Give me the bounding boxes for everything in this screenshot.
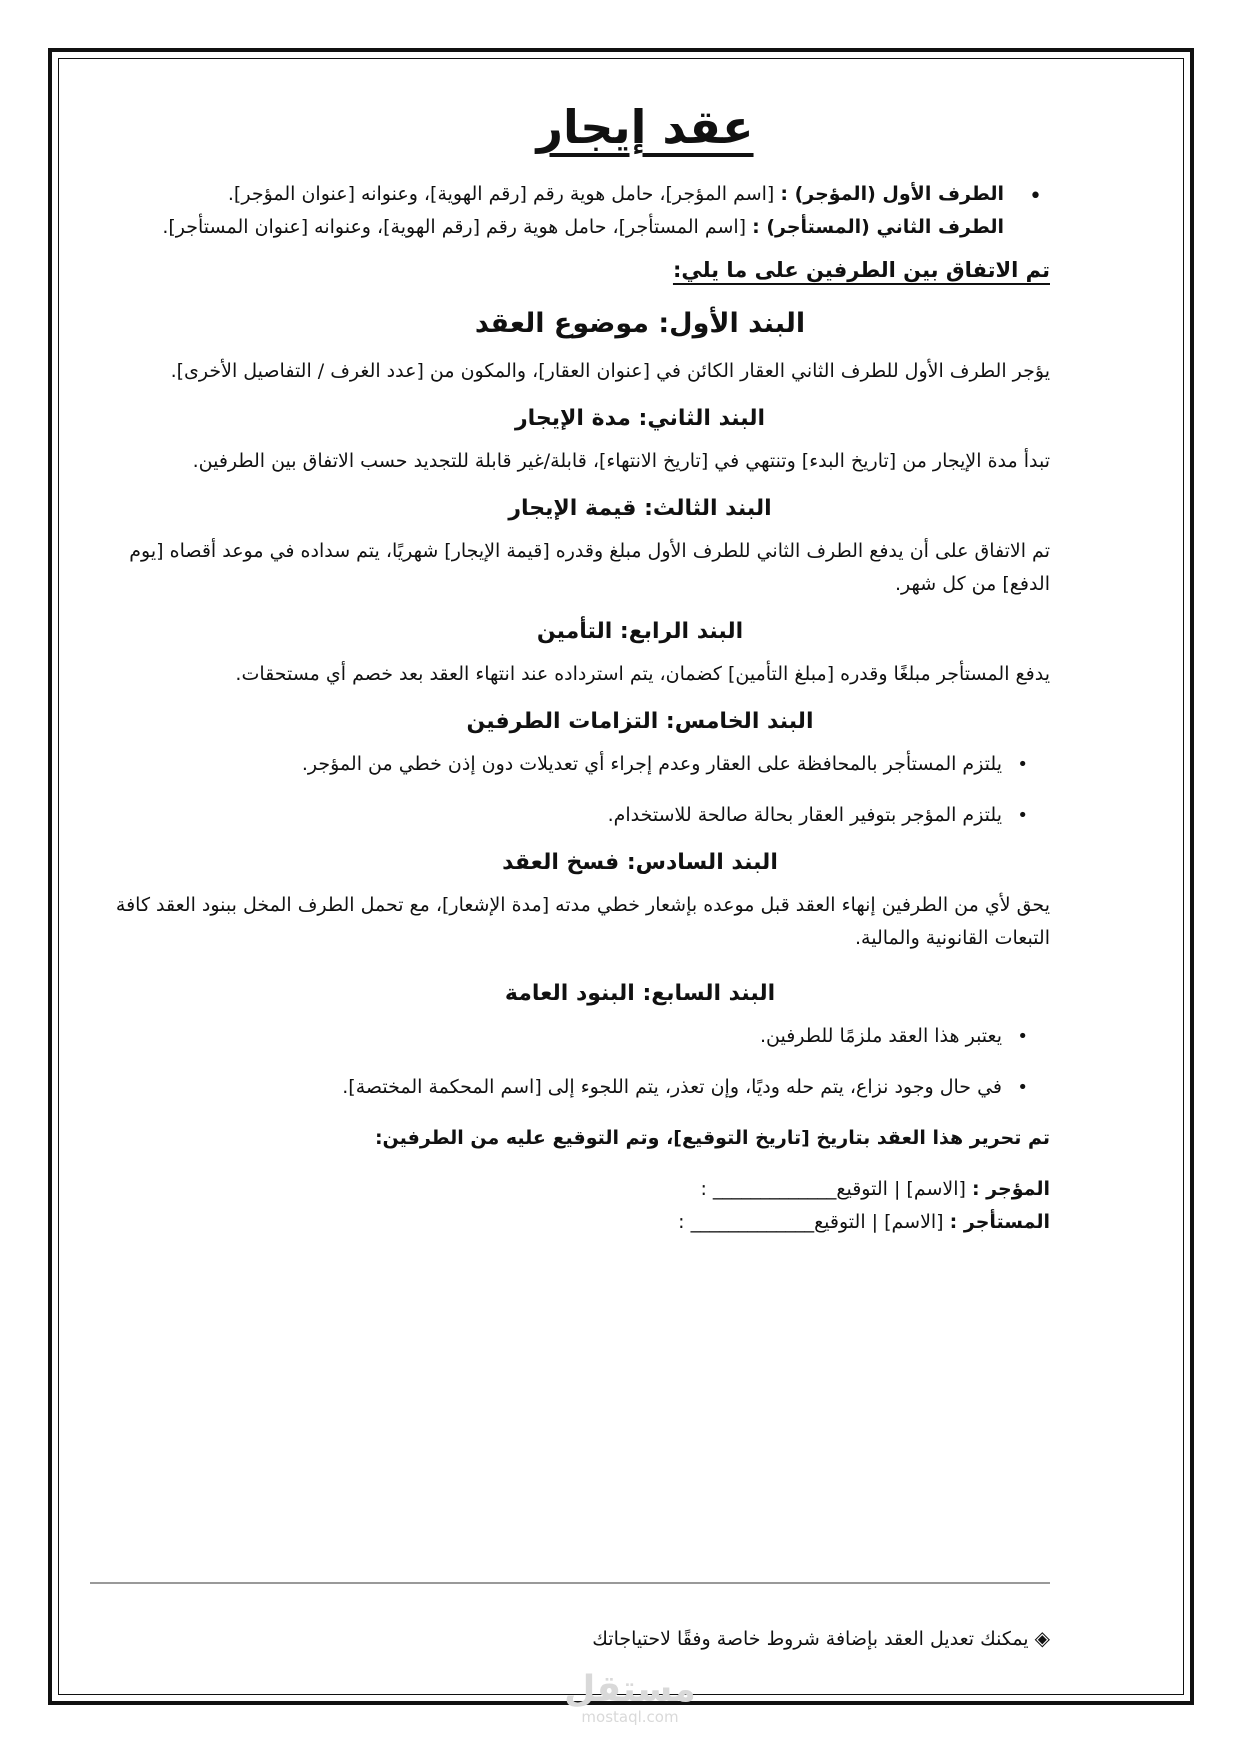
clause-4-heading: البند الرابع: التأمين bbox=[536, 619, 744, 644]
list-item: • يعتبر هذا العقد ملزمًا للطرفين. bbox=[90, 1020, 1050, 1053]
footer-divider bbox=[90, 1582, 1050, 1584]
lessee-signature-line bbox=[90, 1206, 1050, 1239]
agreement-heading: تم الاتفاق بين الطرفين على ما يلي: bbox=[672, 258, 1050, 282]
bullet-icon: • bbox=[1029, 184, 1042, 209]
footer-note-text: يمكنك تعديل العقد بإضافة شروط خاصة وفقًا لاحتياجاتك bbox=[592, 1628, 1029, 1650]
document-title: عقد إيجار bbox=[536, 100, 754, 154]
clause-6-heading: البند السادس: فسخ العقد bbox=[502, 850, 778, 875]
clause-4-text: يدفع المستأجر مبلغًا وقدره [مبلغ التأمين] كضمان، يتم استرداده عند انتهاء العقد بعد خصم أي مستحقات. bbox=[235, 663, 1050, 685]
watermark-site-text: mostaql.com bbox=[581, 1708, 679, 1726]
second-party-text: [اسم المستأجر]، حامل هوية رقم [رقم الهوية]، وعنوانه [عنوان المستأجر]. bbox=[162, 216, 747, 238]
watermark-logo-text: مستقل bbox=[564, 1669, 696, 1710]
clause-3-text: تم الاتفاق على أن يدفع الطرف الثاني للطرف الأول مبلغ وقدره [قيمة الإيجار] شهريًا، يتم سداده في موعد أقصاه [يوم الدفع] من كل شهر. bbox=[129, 540, 1050, 595]
clause-7-heading: البند السابع: البنود العامة bbox=[504, 981, 776, 1006]
second-party-label: الطرف الثاني (المستأجر) : bbox=[752, 216, 1004, 238]
parties-section bbox=[90, 178, 1050, 244]
site-watermark bbox=[540, 1669, 720, 1726]
clause-3-heading: البند الثالث: قيمة الإيجار bbox=[508, 496, 772, 521]
footer-note bbox=[592, 1626, 1050, 1650]
list-item: • يلتزم المستأجر بالمحافظة على العقار وعدم إجراء أي تعديلات دون إذن خطي من المؤجر. bbox=[90, 748, 1050, 781]
first-party-line bbox=[90, 178, 1004, 211]
clause-1-text: يؤجر الطرف الأول للطرف الثاني العقار الكائن في [عنوان العقار]، والمكون من [عدد الغرف / التفاصيل الأخرى]. bbox=[170, 360, 1050, 382]
clause-2-heading: البند الثاني: مدة الإيجار bbox=[514, 406, 766, 431]
lessee-label: المستأجر : bbox=[949, 1211, 1050, 1233]
lessor-label: المؤجر : bbox=[971, 1178, 1050, 1200]
clause-1-heading: البند الأول: موضوع العقد bbox=[474, 308, 806, 339]
list-item: • في حال وجود نزاع، يتم حله وديًا، وإن تعذر، يتم اللجوء إلى [اسم المحكمة المختصة]. bbox=[90, 1071, 1050, 1104]
first-party-text: [اسم المؤجر]، حامل هوية رقم [رقم الهوية]، وعنوانه [عنوان المؤجر]. bbox=[227, 183, 775, 205]
lessor-signature-line bbox=[90, 1173, 1050, 1206]
diamond-icon: ◈ bbox=[1034, 1626, 1050, 1650]
clause-5-heading: البند الخامس: التزامات الطرفين bbox=[466, 709, 814, 734]
clause-2-text: تبدأ مدة الإيجار من [تاريخ البدء] وتنتهي في [تاريخ الانتهاء]، قابلة/غير قابلة للتجديد حسب الاتفاق بين الطرفين. bbox=[192, 450, 1050, 472]
signature-block bbox=[90, 1173, 1050, 1239]
list-item: • يلتزم المؤجر بتوفير العقار بحالة صالحة للاستخدام. bbox=[90, 799, 1050, 832]
signing-statement: تم تحرير هذا العقد بتاريخ [تاريخ التوقيع]، وتم التوقيع عليه من الطرفين: bbox=[374, 1127, 1050, 1149]
first-party-label: الطرف الأول (المؤجر) : bbox=[780, 183, 1004, 205]
lessor-signature-text: [الاسم] | التوقيع_____________ : bbox=[700, 1178, 966, 1200]
clause-5-list bbox=[90, 748, 1050, 832]
clause-7-list bbox=[90, 1020, 1050, 1104]
clause-6-text: يحق لأي من الطرفين إنهاء العقد قبل موعده بإشعار خطي مدته [مدة الإشعار]، مع تحمل الطرف المخل ببنود العقد كافة التبعات القانونية والمالية. bbox=[115, 894, 1050, 949]
second-party-line bbox=[90, 211, 1004, 244]
lessee-signature-text: [الاسم] | التوقيع_____________ : bbox=[678, 1211, 944, 1233]
contract-body bbox=[90, 90, 1050, 1239]
